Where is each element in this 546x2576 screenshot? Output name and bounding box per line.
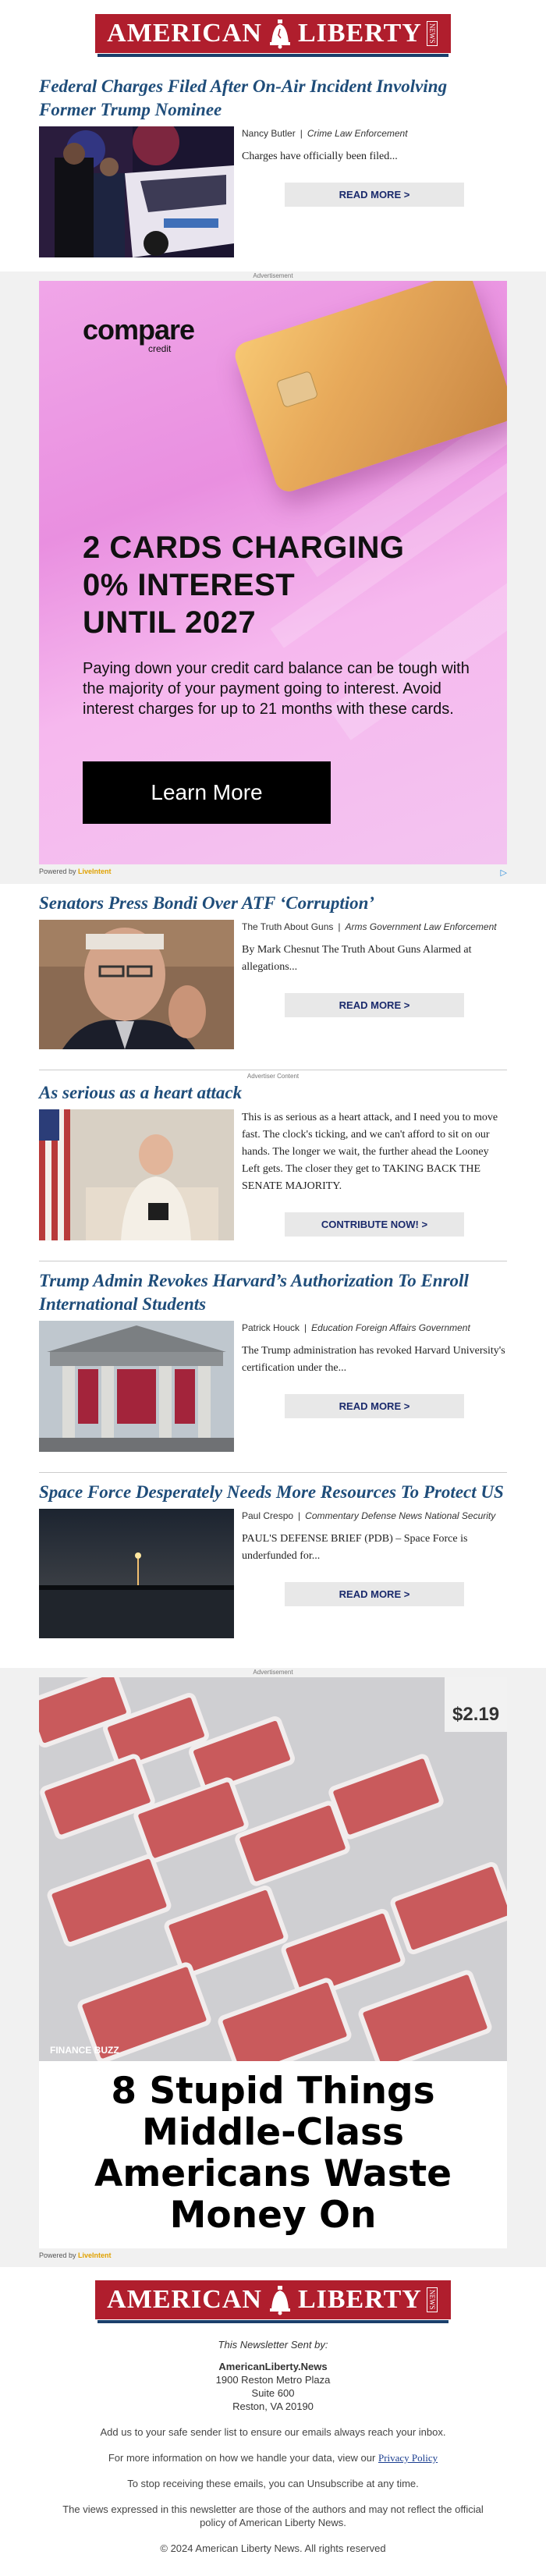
mailing-address bbox=[0, 2360, 546, 2413]
powered-by-bar bbox=[39, 2248, 507, 2259]
logo-word-american: AMERICAN bbox=[107, 19, 262, 48]
ad-description: Paying down your credit card balance can be tough with the majority of your payment going to interest. Avoid interest charges for up to 21 months with these cards. bbox=[83, 660, 470, 718]
article-image-senator[interactable] bbox=[39, 920, 234, 1049]
ad-finance-buzz-banner[interactable] bbox=[39, 1677, 507, 2248]
article-excerpt: Charges have officially been filed... bbox=[242, 151, 398, 162]
article-excerpt: PAUL'S DEFENSE BRIEF (PDB) – Space Force is underfunded for... bbox=[242, 1533, 468, 1562]
article-image-senator-chair[interactable] bbox=[39, 1109, 234, 1240]
address-line: Reston, VA 20190 bbox=[232, 2400, 314, 2412]
article-3-advertiser bbox=[39, 1070, 507, 1240]
header-logo-area bbox=[0, 0, 546, 67]
logo-word-american: AMERICAN bbox=[107, 2285, 262, 2314]
article-author: Nancy Butler bbox=[242, 128, 296, 139]
powered-by-prefix: Powered by bbox=[39, 2251, 76, 2259]
financebuzz-watermark: FINANCE BUZZ bbox=[50, 2045, 119, 2056]
article-image-harvard[interactable] bbox=[39, 1321, 234, 1452]
article-title[interactable]: Trump Admin Revokes Harvard’s Authorization To Enroll International Students bbox=[39, 1271, 469, 1314]
ad-brand-logo: compare bbox=[83, 314, 195, 346]
liveintent-logo[interactable]: LiveIntent bbox=[78, 2251, 112, 2259]
org-name: AmericanLiberty.News bbox=[218, 2361, 328, 2372]
article-title[interactable]: Federal Charges Filed After On-Air Incident Involving Former Trump Nominee bbox=[39, 76, 448, 119]
ad-headline-line: 2 CARDS CHARGING bbox=[83, 530, 405, 565]
police-scene-image bbox=[39, 126, 234, 257]
american-liberty-logo[interactable] bbox=[95, 2280, 451, 2319]
harvard-building-image bbox=[39, 1321, 234, 1452]
views-disclaimer: The views expressed in this newsletter are those of the authors and may not reflect the official policy of American Liberty News. bbox=[62, 2503, 484, 2528]
ad-headline bbox=[83, 529, 404, 641]
article-categories: Arms Government Law Enforcement bbox=[345, 921, 497, 932]
ad-learn-more-button[interactable]: Learn More bbox=[83, 761, 331, 824]
article-meta: Paul Crespo | Commentary Defense News National Security bbox=[242, 1510, 496, 1521]
article-title[interactable]: Space Force Desperately Needs More Resources To Protect US bbox=[39, 1482, 504, 1502]
ad-label: Advertisement bbox=[253, 1669, 293, 1676]
copyright-text: © 2024 American Liberty News. All rights reserved bbox=[160, 2542, 386, 2554]
article-meta: The Truth About Guns | Arms Government Law Enforcement bbox=[242, 921, 497, 932]
article-author: Paul Crespo bbox=[242, 1510, 294, 1521]
article-5 bbox=[39, 1473, 507, 1638]
logo-news-tag: NEWS bbox=[427, 2287, 438, 2312]
article-meta: Patrick Houck | Education Foreign Affairs Government bbox=[242, 1322, 470, 1333]
senator-portrait-image bbox=[39, 920, 234, 1049]
liberty-bell-icon bbox=[267, 18, 293, 49]
advertiser-content-label: Advertiser Content bbox=[246, 1073, 300, 1080]
ad-headline-line: UNTIL 2027 bbox=[83, 605, 257, 640]
article-author: The Truth About Guns bbox=[242, 921, 334, 932]
article-image-police-arrest[interactable] bbox=[39, 126, 234, 257]
ad-block-credit-card bbox=[0, 271, 546, 884]
man-seated-image bbox=[39, 1109, 234, 1240]
powered-by-bar bbox=[39, 864, 507, 878]
american-liberty-logo[interactable] bbox=[95, 14, 451, 53]
article-excerpt: This is as serious as a heart attack, and I need you to move fast. The clock's ticking, and we can't afford to sit on our hands. The longer we wait, the further ahead the Looney Left gets. The closer they get to TAKING BACK THE SENATE MAJORITY. bbox=[242, 1112, 498, 1192]
ad-headline-line: 0% INTEREST bbox=[83, 568, 296, 602]
article-excerpt: By Mark Chesnut The Truth About Guns Alarmed at allegations... bbox=[242, 944, 472, 973]
sent-by-label: This Newsletter Sent by: bbox=[218, 2339, 328, 2351]
liveintent-logo[interactable]: LiveIntent bbox=[78, 868, 112, 875]
ad-credit-card-banner[interactable] bbox=[39, 281, 507, 864]
read-more-button[interactable]: READ MORE > bbox=[285, 1394, 464, 1418]
contribute-now-button[interactable]: CONTRIBUTE NOW! > bbox=[285, 1212, 464, 1237]
article-categories: Education Foreign Affairs Government bbox=[311, 1322, 470, 1333]
ad-meat-case-image bbox=[39, 1677, 507, 2061]
read-more-button[interactable]: READ MORE > bbox=[285, 183, 464, 207]
powered-by-text bbox=[39, 2251, 112, 2259]
article-excerpt: The Trump administration has revoked Harvard University's certification under the... bbox=[242, 1345, 505, 1374]
logo-word-liberty: LIBERTY bbox=[297, 2285, 422, 2314]
safe-sender-text: Add us to your safe sender list to ensure our emails always reach your inbox. bbox=[100, 2426, 446, 2438]
article-author: Patrick Houck bbox=[242, 1322, 300, 1333]
powered-by-text bbox=[39, 868, 112, 878]
ad-caption: 8 Stupid Things Middle-Class Americans Waste Money On bbox=[94, 2070, 452, 2237]
logo-news-tag: NEWS bbox=[427, 21, 438, 46]
newsletter-footer bbox=[0, 2267, 546, 2555]
meat-packages-image bbox=[39, 1677, 507, 2061]
ad-brand-sub: credit bbox=[148, 343, 172, 354]
rocket-launch-image bbox=[39, 1509, 234, 1638]
liberty-bell-icon bbox=[267, 2284, 293, 2315]
logo-word-liberty: LIBERTY bbox=[297, 19, 422, 48]
article-4 bbox=[39, 1261, 507, 1452]
read-more-button[interactable]: READ MORE > bbox=[285, 1582, 464, 1606]
article-title[interactable]: As serious as a heart attack bbox=[39, 1083, 243, 1102]
ad-block-finance-buzz bbox=[0, 1668, 546, 2267]
powered-by-prefix: Powered by bbox=[39, 868, 76, 875]
article-2 bbox=[39, 884, 507, 1049]
article-categories: Crime Law Enforcement bbox=[307, 128, 408, 139]
price-tag-text: $2.19 bbox=[452, 1704, 500, 1725]
address-line: 1900 Reston Metro Plaza bbox=[215, 2374, 331, 2386]
privacy-prefix: For more information on how we handle your data, view our bbox=[108, 2452, 376, 2464]
privacy-text bbox=[0, 2451, 546, 2464]
footer-logo-area bbox=[0, 2278, 546, 2322]
article-title[interactable]: Senators Press Bondi Over ATF ‘Corruption’ bbox=[39, 893, 375, 913]
address-line: Suite 600 bbox=[251, 2387, 295, 2399]
ad-label: Advertisement bbox=[253, 272, 293, 279]
article-image-rocket-launch[interactable] bbox=[39, 1509, 234, 1638]
read-more-button[interactable]: READ MORE > bbox=[285, 993, 464, 1017]
adchoices-icon[interactable]: ▷ bbox=[500, 868, 507, 878]
article-meta: Nancy Butler | Crime Law Enforcement bbox=[242, 128, 408, 139]
unsubscribe-text[interactable]: To stop receiving these emails, you can Unsubscribe at any time. bbox=[127, 2478, 419, 2489]
article-1 bbox=[39, 67, 507, 257]
article-categories: Commentary Defense News National Security bbox=[305, 1510, 496, 1521]
privacy-policy-link[interactable]: Privacy Policy bbox=[378, 2452, 438, 2464]
card-chip-icon bbox=[276, 371, 319, 408]
